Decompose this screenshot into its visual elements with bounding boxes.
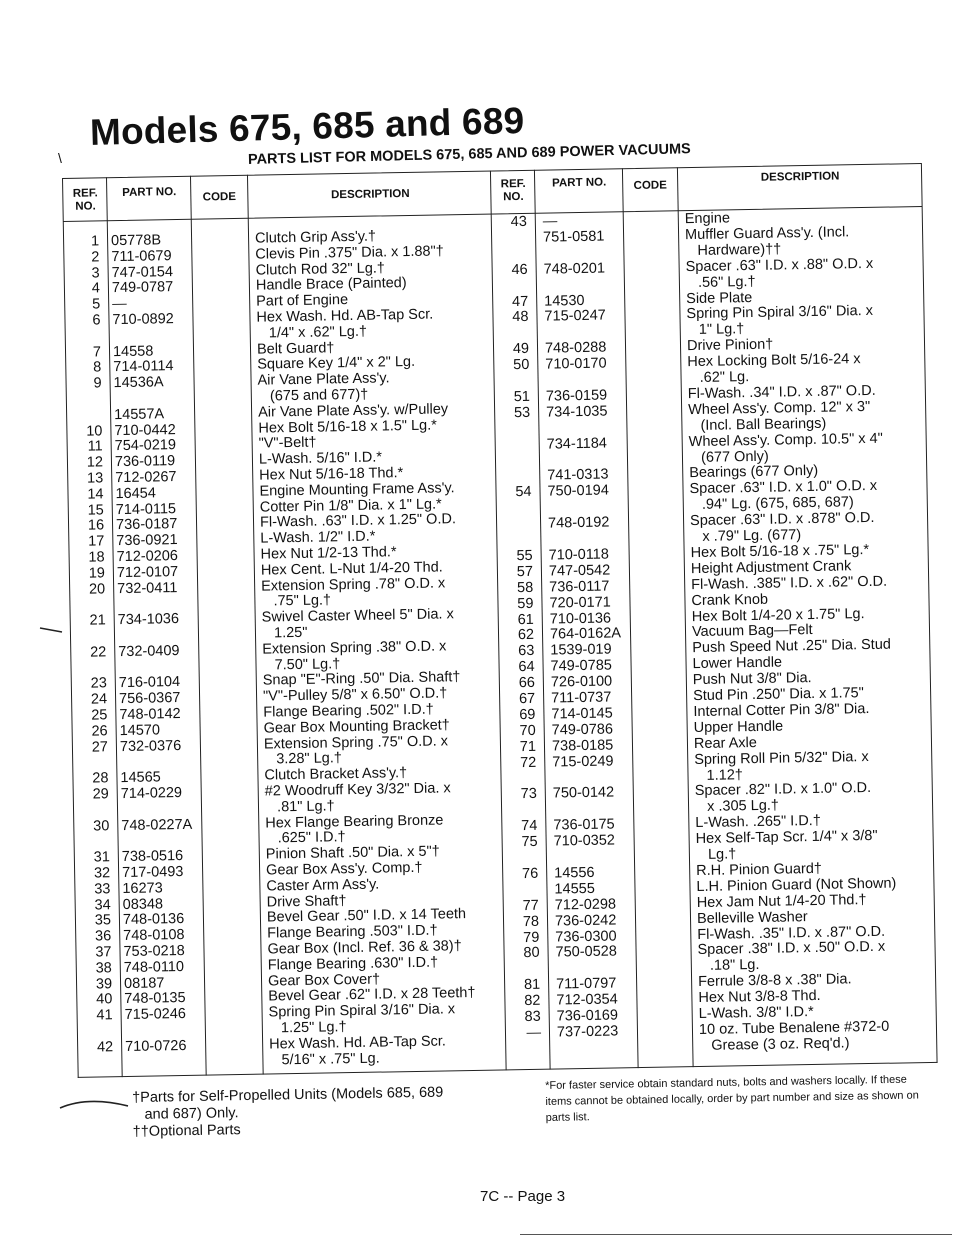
part-number: 732-0411 (117, 579, 178, 597)
part-description: Air Vane Plate Ass'y. w/Pulley (257, 401, 449, 421)
part-number: 14558 (112, 343, 154, 360)
part-number: 16454 (115, 485, 156, 502)
part-description: .75" Lg.† (261, 592, 332, 610)
ref-number: 55 (516, 547, 533, 565)
ref-number: 83 (524, 1008, 541, 1026)
part-number: 14565 (120, 769, 161, 787)
header-ref-no: REF. NO. (72, 187, 98, 213)
ref-number: 76 (521, 865, 539, 882)
part-description: x .305 Lg.† (694, 797, 780, 816)
part-number: 736-0169 (556, 1007, 619, 1025)
part-description: Hex Locking Bolt 5/16-24 x (687, 351, 861, 371)
part-number: 736-0175 (553, 816, 615, 834)
part-number: 749-0786 (551, 721, 614, 739)
part-description: Spacer .63" I.D. x .88" O.D. x (685, 255, 874, 275)
ref-number: 25 (91, 707, 108, 724)
part-number: 08348 (122, 895, 164, 913)
part-description: Caster Arm Ass'y. (266, 876, 380, 895)
part-description: Fl-Wash. .35" I.D. x .87" O.D. (697, 923, 886, 943)
part-description: Spring Pin Spiral 3/16" Dia. x (268, 1001, 456, 1021)
part-description: R.H. Pinion Guard† (696, 860, 823, 879)
part-number: 14570 (119, 722, 161, 739)
ref-number: 75 (521, 833, 538, 851)
part-number: 08187 (123, 974, 165, 992)
ref-number: 69 (519, 706, 536, 723)
part-description: 7.50" Lg.† (262, 655, 341, 674)
part-description: L-Wash. 1/2" I.D.* (260, 528, 376, 547)
header-code-right: CODE (633, 179, 667, 193)
ref-number: 4 (91, 280, 101, 297)
part-description: Bevel Gear .50" I.D. x 14 Teeth (266, 906, 467, 926)
ref-number: 54 (515, 484, 532, 501)
part-number: 716-0104 (118, 674, 181, 692)
part-number: 734-1035 (546, 403, 608, 421)
bottom-rule (520, 1234, 952, 1235)
part-description: Handle Brace (Painted) (255, 275, 407, 295)
part-description: Spacer .38" I.D. x .50" O.D. x (697, 939, 886, 959)
part-description: Clutch Rod 32" Lg.† (255, 259, 386, 279)
part-description: Clevis Pin .375" Dia. x 1.88"† (255, 243, 444, 263)
part-number: 712-0206 (116, 548, 179, 566)
part-number: 748-0192 (547, 514, 610, 532)
ref-number: 57 (516, 563, 534, 580)
part-description: Spacer .63" I.D. x 1.0" O.D. x (689, 478, 878, 498)
ref-number: — (526, 1024, 542, 1041)
part-description: Engine Mounting Frame Ass'y. (259, 479, 455, 500)
part-number: 715-0249 (552, 753, 614, 771)
ref-number: 78 (522, 913, 540, 930)
part-number: 736-0187 (115, 516, 178, 534)
part-number: 741-0313 (547, 466, 609, 484)
ref-number: 36 (94, 928, 112, 945)
part-number: 14555 (554, 880, 595, 898)
ref-number: 21 (89, 612, 106, 629)
ref-number: 72 (519, 754, 537, 771)
part-number: 736-0921 (116, 532, 178, 550)
part-number: 747-0542 (548, 562, 611, 580)
part-description: #2 Woodruff Key 3/32" Dia. x (264, 780, 451, 800)
ref-number: 46 (511, 261, 528, 278)
part-number: 736-0159 (545, 387, 608, 405)
part-description: Muffler Guard Ass'y. (Incl. (684, 224, 850, 244)
part-description: 1" Lg.† (686, 321, 745, 339)
ref-number: 22 (90, 644, 107, 661)
ref-number: 37 (95, 944, 112, 961)
part-number: 14557A (114, 406, 165, 423)
ref-number: 1 (90, 233, 100, 250)
ref-number: 64 (518, 659, 535, 676)
footnote-dagger-cont: and 687) Only. (132, 1105, 239, 1123)
ref-number: 35 (94, 912, 112, 929)
ref-number: 39 (95, 975, 113, 993)
part-description: Swivel Caster Wheel 5" Dia. x (261, 606, 454, 626)
swoosh-mark (58, 1094, 138, 1114)
footnote-double-dagger: ††Optional Parts (132, 1122, 241, 1140)
part-description: Bearings (677 Only) (689, 463, 819, 482)
part-number: 748-0110 (123, 958, 185, 976)
part-number: 738-0516 (121, 848, 184, 866)
ref-number: 70 (519, 722, 536, 739)
part-number: 711-0797 (556, 975, 617, 993)
part-number: 712-0267 (115, 469, 177, 487)
part-number: 734-1184 (546, 435, 608, 453)
ref-number: 3 (91, 264, 100, 282)
ref-number: 42 (96, 1039, 114, 1056)
header-description-right: DESCRIPTION (760, 170, 840, 184)
part-description: 1/4" x .62" Lg.† (256, 323, 368, 342)
ref-number: 62 (517, 627, 535, 644)
part-number: 738-0185 (551, 737, 614, 755)
part-description: Fl-Wash. .63" I.D. x 1.25" O.D. (259, 511, 457, 531)
ref-number: 23 (90, 675, 107, 692)
part-description: Hex Jam Nut 1/4-20 Thd.† (696, 891, 867, 911)
part-number: 712-0298 (554, 896, 617, 914)
part-number: — (542, 213, 558, 230)
part-description: L-Wash. 3/8" I.D.* (698, 1004, 814, 1023)
ref-number: 26 (91, 723, 108, 740)
ref-number: 18 (88, 549, 105, 566)
header-part-no-right: PART NO. (552, 176, 607, 190)
ref-number: 59 (517, 595, 534, 612)
part-description: Drive Shaft† (266, 892, 347, 911)
part-number: 05778B (110, 232, 162, 250)
part-description: Hex Wash. Hd. AB-Tap Scr. (256, 306, 434, 326)
part-description: Push Nut 3/8" Dia. (692, 670, 812, 689)
part-number: 753-0218 (123, 942, 185, 961)
ref-number: 16 (87, 517, 105, 534)
ref-number: 49 (512, 341, 530, 358)
parts-table (62, 163, 938, 1078)
ref-number: 7 (92, 343, 102, 361)
part-description: L.H. Pinion Guard (Not Shown) (696, 875, 897, 895)
part-number: 710-0442 (114, 421, 176, 439)
part-description: Extension Spring .78" O.D. x (261, 574, 446, 595)
ref-number: 58 (516, 579, 534, 596)
part-description: Belleville Washer (696, 908, 808, 927)
ref-number: 38 (95, 960, 112, 977)
ref-number: 11 (87, 438, 103, 455)
header-part-no: PART NO. (122, 186, 177, 199)
part-number: 749-0785 (550, 657, 613, 675)
part-description: (675 and 677)† (257, 386, 369, 405)
part-description: Part of Engine (256, 292, 349, 310)
ref-number: 74 (521, 817, 538, 835)
part-description: Engine (684, 210, 731, 228)
part-number: 710-0170 (545, 355, 607, 373)
part-number: 750-0142 (552, 784, 615, 802)
ref-number: 79 (523, 929, 540, 946)
ref-number: 2 (91, 249, 100, 266)
ref-number: 43 (510, 213, 527, 231)
header-code: CODE (202, 190, 237, 204)
ref-number: 50 (513, 356, 530, 374)
part-description: Pinion Shaft .50" Dia. x 5"† (265, 843, 440, 863)
part-number: 710-0892 (112, 311, 174, 329)
part-description: Hex Flange Bearing Bronze (265, 812, 444, 832)
part-description: Vacuum Bag—Felt (691, 622, 813, 641)
part-description: Upper Handle (693, 718, 784, 736)
header-description: DESCRIPTION (330, 187, 410, 202)
ref-number: 40 (96, 991, 113, 1008)
ref-number: 20 (88, 580, 106, 598)
part-number: 714-0114 (113, 358, 174, 376)
part-number: 748-0135 (124, 990, 186, 1008)
part-number: 717-0493 (121, 863, 184, 882)
ref-number: 6 (92, 312, 101, 329)
ref-number: 29 (92, 786, 109, 803)
part-description: Push Speed Nut .25" Dia. Stud (692, 636, 892, 657)
ref-number: 71 (519, 738, 537, 755)
part-number: 720-0171 (549, 594, 611, 612)
part-number: 732-0376 (119, 737, 182, 755)
part-description: Extension Spring .38" O.D. x (262, 638, 447, 658)
margin-mark (38, 618, 68, 638)
part-number: 14530 (544, 292, 585, 310)
part-description: Hex Bolt 5/16-18 x 1.5" Lg.* (258, 417, 437, 437)
page-number: 7C -- Page 3 (480, 1188, 566, 1205)
part-description: Crank Knob (691, 591, 769, 609)
part-number: 736-0242 (554, 912, 617, 930)
part-description: Drive Pinion† (686, 336, 774, 355)
ref-number: 30 (93, 817, 110, 835)
part-description: Ferrule 3/8-8 x .38" Dia. (697, 971, 852, 991)
ref-number: 77 (522, 897, 539, 914)
part-description: Wheel Ass'y. Comp. 10.5" x 4" (688, 430, 883, 450)
ref-number: 9 (93, 375, 102, 392)
part-description: L-Wash. 5/16" I.D.* (258, 449, 383, 468)
part-number: 714-0229 (120, 785, 183, 803)
part-number: 710-0118 (548, 546, 609, 564)
ref-number: 82 (524, 992, 541, 1010)
part-description: Spacer .63" I.D. x .878" O.D. (689, 509, 875, 530)
part-description: Flange Bearing .503" I.D.† (267, 922, 438, 942)
part-description: Gear Box Ass'y. Comp.† (265, 859, 423, 879)
ref-number: 34 (94, 896, 111, 914)
part-description: (677 Only) (688, 448, 769, 466)
part-number: 737-0223 (556, 1023, 619, 1041)
part-number: — (112, 296, 127, 313)
part-number: 712-0354 (556, 991, 618, 1009)
ref-number: 12 (86, 454, 104, 471)
part-description: Square Key 1/4" x 2" Lg. (257, 354, 416, 374)
parts-list-subtitle: PARTS LIST FOR MODELS 675, 685 AND 689 POWER VACUUMS (247, 141, 691, 168)
part-number: 714-0115 (115, 500, 177, 518)
part-description: Hex Self-Tap Scr. 1/4" x 3/8" (695, 827, 878, 848)
page-title: Models 675, 685 and 689 (89, 99, 525, 153)
part-description: Side Plate (686, 289, 753, 307)
part-number: 749-0787 (111, 279, 174, 297)
part-description: x .79" Lg. (677) (690, 527, 802, 546)
part-description: 1.25" (261, 624, 308, 642)
part-number: 748-0288 (544, 339, 607, 357)
part-description: Gear Box Mounting Bracket† (263, 717, 450, 737)
ref-number: 47 (511, 293, 529, 310)
part-number: 748-0136 (122, 911, 185, 929)
part-number: 747-0154 (111, 263, 174, 281)
part-description: Clutch Bracket Ass'y.† (264, 765, 408, 784)
part-description: Hex Nut 1/2-13 Thd.* (260, 544, 397, 563)
part-number: 750-0528 (555, 943, 618, 961)
part-description: Flange Bearing .502" I.D.† (263, 701, 434, 721)
part-number: 756-0367 (118, 690, 181, 708)
part-description: Spring Roll Pin 5/32" Dia. x (694, 748, 869, 768)
part-description: Gear Box (Incl. Ref. 36 & 38)† (267, 938, 462, 958)
part-description: 1.12† (694, 766, 744, 784)
part-description: Snap "E"-Ring .50" Dia. Shaft† (262, 669, 461, 689)
part-number: 711-0737 (551, 689, 612, 707)
part-number: 14556 (554, 864, 595, 882)
part-description: .81" Lg.† (264, 798, 335, 816)
part-number: 748-0108 (123, 927, 185, 945)
part-description: "V"-Belt† (258, 434, 317, 452)
part-description: .625" I.D.† (265, 829, 346, 847)
part-description: .56" Lg.† (685, 273, 756, 291)
part-number: 714-0145 (551, 705, 613, 723)
part-description: Fl-Wash. .385" I.D. x .62" O.D. (691, 573, 888, 593)
margin-tick-mark: \ (58, 150, 62, 166)
ref-number: 17 (88, 533, 105, 550)
part-description: Hex Nut 3/8-8 Thd. (698, 987, 821, 1007)
part-number: 748-0201 (543, 260, 606, 278)
ref-number: 13 (86, 470, 104, 487)
part-description: Hardware)†† (685, 241, 782, 259)
part-description: Hex Bolt 1/4-20 x 1.75" Lg. (691, 605, 865, 625)
part-description: Wheel Ass'y. Comp. 12" x 3" (688, 398, 871, 418)
part-description: Spring Pin Spiral 3/16" Dia. x (686, 303, 874, 323)
ref-number: 31 (93, 849, 111, 866)
part-number: 1539-019 (550, 641, 612, 659)
part-number: 754-0219 (114, 437, 177, 455)
ref-number: 53 (513, 404, 531, 421)
part-number: 751-0581 (542, 228, 605, 246)
part-description: .62" Lg. (687, 369, 750, 387)
ref-number: 48 (512, 309, 529, 326)
ref-number: 81 (523, 976, 541, 994)
footnote-dagger: †Parts for Self-Propelled Units (Models 685, 689 (132, 1084, 444, 1106)
part-description: Belt Guard† (256, 339, 335, 358)
part-description: Grease (3 oz. Req'd.) (699, 1035, 850, 1054)
ref-number: 19 (88, 565, 106, 582)
part-description: 10 oz. Tube Benalene #372-0 (698, 1018, 890, 1038)
part-number: 750-0194 (547, 482, 609, 500)
part-description: 5/16" x .75" Lg. (269, 1050, 380, 1069)
ref-number: 63 (518, 643, 535, 660)
ref-number: 73 (520, 786, 537, 803)
part-description: Flange Bearing .630" I.D.† (267, 954, 439, 974)
part-number: 715-0247 (544, 307, 606, 325)
part-description: Height Adjustment Crank (690, 558, 852, 577)
part-number: 14536A (113, 374, 164, 392)
part-description: Clutch Grip Ass'y.† (254, 228, 377, 247)
part-description: Air Vane Plate Ass'y. (257, 370, 390, 389)
part-number: 764-0162A (549, 625, 622, 643)
part-number: 734-1036 (117, 611, 180, 629)
ref-number: 28 (92, 770, 109, 787)
part-number: 712-0107 (116, 563, 179, 581)
part-description: Bevel Gear .62" I.D. x 28 Teeth† (268, 985, 476, 1005)
ref-number: 33 (94, 881, 111, 898)
part-number: 736-0117 (549, 578, 610, 596)
part-description: Rear Axle (693, 734, 757, 752)
ref-number: 32 (93, 865, 111, 882)
ref-number: 24 (90, 691, 108, 708)
part-description: Hex Wash. Hd. AB-Tap Scr. (269, 1033, 447, 1053)
ref-number: 61 (517, 611, 534, 628)
part-description: 3.28" Lg.† (264, 750, 343, 768)
part-number: 726-0100 (550, 673, 613, 691)
ref-number: 41 (96, 1007, 113, 1024)
part-number: 736-0300 (555, 927, 617, 946)
ref-number: 14 (87, 486, 104, 503)
part-number: 715-0246 (124, 1006, 187, 1024)
part-description: Internal Cotter Pin 3/8" Dia. (693, 700, 870, 720)
part-number: 710-0726 (125, 1037, 187, 1055)
part-description: Lg.† (695, 846, 737, 864)
part-description: Fl-Wash. .34" I.D. x .87" O.D. (687, 382, 876, 402)
part-number: 732-0409 (118, 642, 180, 660)
part-description: L-Wash. .265" I.D.† (695, 813, 821, 832)
part-description: .18" Lg. (697, 957, 760, 975)
part-description: .94" Lg. (675, 685, 687) (689, 494, 854, 514)
part-description: 1.25" Lg.† (268, 1019, 347, 1037)
part-description: "V"-Pulley 5/8" x 6.50" O.D.† (262, 685, 448, 705)
ref-number: 66 (518, 674, 536, 692)
ref-number: 27 (91, 738, 109, 756)
ref-number: 8 (93, 359, 102, 376)
part-number: 711-0679 (111, 247, 172, 265)
part-description: Lower Handle (692, 654, 783, 673)
ref-number: 51 (513, 388, 531, 406)
part-number: 16273 (122, 880, 163, 897)
part-number: 710-0136 (549, 609, 612, 628)
part-number: 748-0227A (121, 816, 193, 834)
footnote-star: *For faster service obtain standard nuts, bolts and washers locally. If these items cannot be obtained locally, order by part number and size as shown on parts list. (545, 1073, 919, 1124)
part-description: Spacer .82" I.D. x 1.0" O.D. (694, 780, 872, 800)
header-ref-no-right: REF. NO. (500, 177, 526, 204)
ref-number: 15 (87, 501, 104, 519)
part-number: 736-0119 (114, 453, 176, 471)
ref-number: 80 (523, 945, 540, 962)
part-description: Extension Spring .75" O.D. x (263, 732, 449, 753)
part-number: 748-0142 (119, 706, 181, 724)
part-description: Hex Nut 5/16-18 Thd.* (259, 465, 404, 484)
part-number: 710-0352 (553, 832, 616, 850)
footnotes (132, 1085, 444, 1141)
part-description: (Incl. Ball Bearings) (688, 415, 827, 434)
ref-number: 5 (91, 296, 101, 313)
ref-number: 10 (86, 422, 103, 440)
part-description: Gear Box Cover† (267, 971, 381, 990)
part-description: Hex Cent. L-Nut 1/4-20 Thd. (260, 559, 443, 579)
part-description: Cotter Pin 1/8" Dia. x 1" Lg.* (259, 496, 442, 516)
ref-number: 67 (518, 690, 536, 708)
part-description: Stud Pin .250" Dia. x 1.75" (692, 685, 864, 705)
part-description: Hex Bolt 5/16-18 x .75" Lg.* (690, 541, 870, 561)
